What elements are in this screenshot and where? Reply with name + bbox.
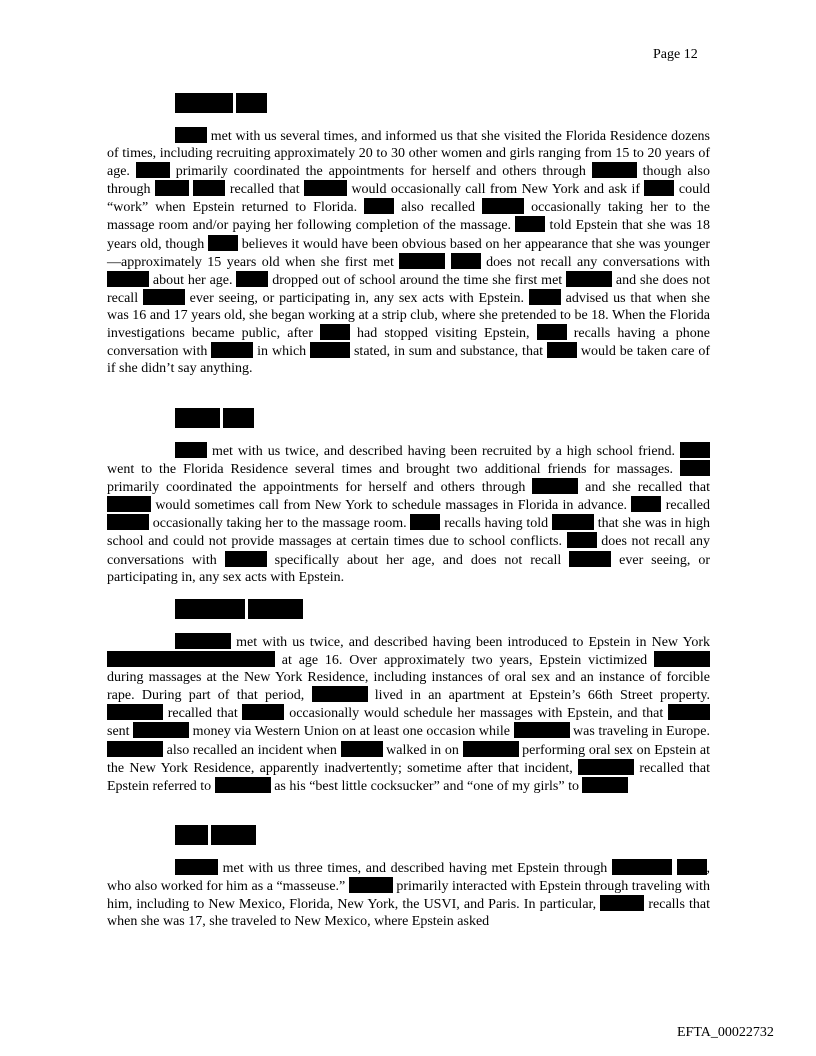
redaction-block — [514, 722, 570, 738]
redaction-block — [223, 408, 254, 428]
redaction-block — [482, 198, 524, 214]
redaction-block — [107, 704, 163, 720]
redaction-block — [668, 704, 710, 720]
redaction-block — [312, 686, 368, 702]
redaction-block — [225, 551, 267, 567]
paragraph-4: met with us three times, and described having met Epstein through , who also worked for him as a “masseuse.” primarily interacted with Epstein through traveling with him, including to New Mexico, Florida, New York, the USVI, and Paris. In particular, recalls that when she was 17, she traveled to New Mexico, where Epstein asked — [107, 861, 711, 930]
redaction-block — [680, 460, 710, 476]
redaction-block — [175, 599, 245, 619]
redaction-block — [537, 324, 567, 340]
redaction-block — [236, 93, 267, 113]
redaction-block — [175, 825, 208, 845]
redaction-block — [236, 271, 268, 287]
section-heading-redacted — [175, 825, 259, 845]
redaction-block — [600, 895, 644, 911]
redaction-block — [567, 532, 597, 548]
redaction-block — [612, 859, 672, 875]
redaction-block — [566, 271, 612, 287]
paragraph-3: met with us twice, and described having been introduced to Epstein in New York at age 16. Over approximately two years, Epstein victimized during massages at the New York Residence, including instances of oral sex and an instance of forcible rape. During part of that period, lived in an apartment at Epstein’s 66th Street property. recalled that occasionally would schedule her massages with Epstein, and that sent money via Western Union on at least one occasion while was traveling in Europe. also recalled an incident when walked in on performing oral sex on Epstein at the New York Residence, apparently inadvertently; sometime after that incident, recalled that Epstein referred to as his “best little cocksucker” and “one of my girls” to — [107, 635, 711, 794]
redaction-block — [582, 777, 628, 793]
redaction-block — [677, 859, 707, 875]
redaction-block — [304, 180, 347, 196]
redaction-block — [211, 825, 256, 845]
redaction-block — [248, 599, 303, 619]
redaction-block — [451, 253, 481, 269]
section-heading-redacted — [175, 599, 306, 619]
redaction-block — [410, 514, 440, 530]
redaction-block — [242, 704, 284, 720]
redaction-block — [320, 324, 350, 340]
paragraph-2: met with us twice, and described having been recruited by a high school friend. went to the Florida Residence several times and brought two additional friends for massages. primarily coordinated the appointments for herself and others through and she recalled that would sometimes call from New York to schedule massages in Florida in advance. recalled occasionally taking her to the massage room. recalls having told that she was in high school and could not provide massages at certain times due to school conflicts. does not recall any conversations with specifically about her age, and does not recall ever seeing, or participating in, any sex acts with Epstein. — [107, 444, 710, 585]
redaction-block — [532, 478, 578, 494]
redaction-block — [341, 741, 383, 757]
redaction-block — [107, 651, 275, 667]
redaction-block — [175, 127, 207, 143]
section-heading-redacted — [175, 93, 270, 113]
redaction-block — [133, 722, 189, 738]
document-id-footer: EFTA_00022732 — [677, 1025, 774, 1040]
redaction-block — [175, 408, 220, 428]
redaction-block — [136, 162, 170, 178]
redaction-block — [107, 741, 163, 757]
redaction-block — [349, 877, 393, 893]
redaction-block — [175, 93, 233, 113]
section-heading-redacted — [175, 408, 257, 428]
redaction-block — [529, 289, 561, 305]
redaction-block — [547, 342, 577, 358]
redaction-block — [310, 342, 350, 358]
redaction-block — [644, 180, 674, 196]
redaction-block — [592, 162, 637, 178]
redaction-block — [578, 759, 634, 775]
redaction-block — [107, 496, 151, 512]
redaction-block — [215, 777, 271, 793]
redaction-block — [631, 496, 661, 512]
redaction-block — [208, 235, 238, 251]
redaction-block — [364, 198, 394, 214]
redaction-block — [193, 180, 225, 196]
redaction-block — [107, 514, 149, 530]
redaction-block — [175, 633, 231, 649]
redaction-block — [143, 289, 185, 305]
redaction-block — [211, 342, 253, 358]
redaction-block — [654, 651, 710, 667]
paragraph-1: met with us several times, and informed us that she visited the Florida Residence dozens of times, including recruiting approximately 20 to 30 other women and girls ranging from 15 to 20 years of age. primarily coordinated the appointments for herself and others through though also through recalled that would occasionally call from New York and ask if could “work” when Epstein returned to Florida. also recalled occasionally taking her to the massage room and/or paying her following completion of the massage. told Epstein that she was 18 years old, though believes it would have been obvious based on her appearance that she was younger—approximately 15 years old when she first met does not recall any conversations with about her age. dropped out of school around the time she first met and she does not recall ever seeing, or participating in, any sex acts with Epstein. advised us that when she was 16 and 17 years old, she began working at a strip club, where she pretended to be 18. When the Florida investigations became public, after had stopped visiting Epstein, recalls having a phone conversation with in which stated, in sum and substance, that would be taken care of if she didn’t say anything. — [107, 129, 711, 377]
redaction-block — [680, 442, 710, 458]
page-number: Page 12 — [653, 47, 698, 62]
redaction-block — [569, 551, 611, 567]
redaction-block — [399, 253, 445, 269]
redaction-block — [175, 859, 218, 875]
redaction-block — [552, 514, 594, 530]
redaction-block — [107, 271, 149, 287]
redaction-block — [175, 442, 207, 458]
redaction-block — [515, 216, 545, 232]
redaction-block — [155, 180, 189, 196]
redaction-block — [463, 741, 519, 757]
